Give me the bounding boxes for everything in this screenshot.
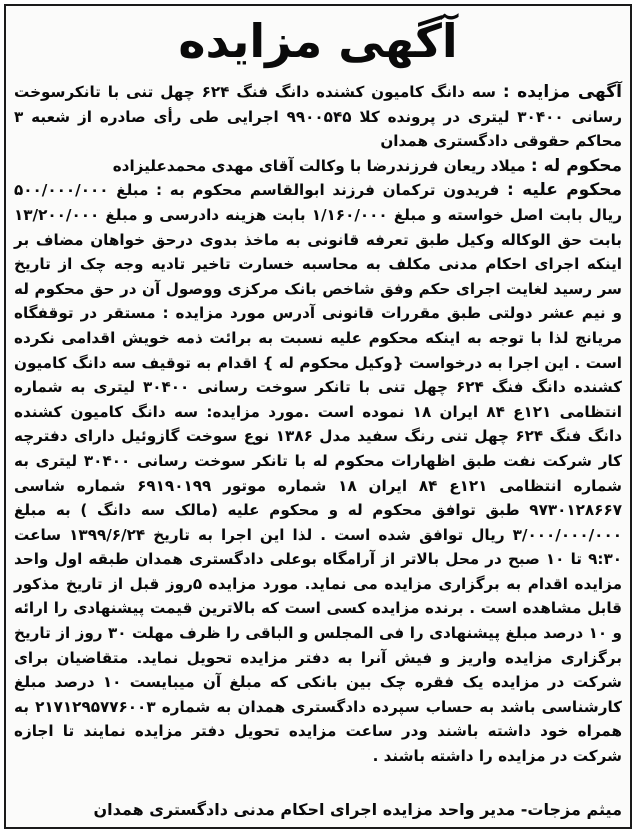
debtor-text: فریدون ترکمان فرزند ابوالقاسم محکوم به : مبلغ ۵۰۰/۰۰۰/۰۰۰ ریال بابت اصل خواسته و مبلغ ۱/۱۶۰/۰۰۰ بابت هزینه دادرسی و مبلغ ۱۳/۲۰۰/۰۰۰ بابت حق الوکاله وکیل طبق تعرفه قانونی به ماخذ بدوی درحق خواهان مضاف بر اینکه اجرای احکام مدنی مکلف به محاسبه خسارت تاخیر تادیه وجه چک از تاریخ سر رسید لغایت اجرای حکم وفق شاخص بانک مرکزی ووصول آن در حق محکوم له و نیم عشر دولتی طبق مقررات قانونی آدرس مورد مزایده : مستقر در توقفگاه مریانج لذا با توجه به اینکه محکوم علیه نسبت به برائت ذمه خویش اقدامی نکرده است . این اجرا به درخواست {وکیل محکوم له } اقدام به توقیف سه دانگ کامیون کشنده دانگ فنگ ۶۲۴ چهل تنی با تانکر سوخت رسانی ۳۰۴۰۰ لیتری به شماره انتظامی ۱۲۱ع ۸۴ ایران ۱۸ نموده است .مورد مزایده: سه دانگ کامیون کشنده دانگ فنگ ۶۲۴ چهل تنی رنگ سفید مدل ۱۳۸۶ نوع سوخت گازوئیل دارای دفترچه کار شرکت نفت طبق اظهارات محکوم له با تانکر سوخت رسانی ۳۰۴۰۰ لیتری به شماره انتظامی ۱۲۱ع ۸۴ ایران ۱۸ شماره موتور ۶۹۱۹۰۱۹۹ شماره شاسی ۹۷۳۰۱۲۸۶۶۷ طبق توافق محکوم له و محکوم علیه (مالک سه دانگ ) به مبلغ ۳/۰۰۰/۰۰۰/۰۰۰ ریال توافق شده است . لذا این اجرا به تاریخ ۱۳۹۹/۶/۲۴ ساعت ۹:۳۰ تا ۱۰ صبح در محل بالاتر از آرامگاه بوعلی دادگستری همدان طبقه اول واحد مزایده اقدام به برگزاری مزایده می نماید. مورد مزایده ۵روز قبل از تاریخ مذکور قابل مشاهده است . برنده مزایده کسی است که بالاترین قیمت پیشنهادی را ارائه و ۱۰ درصد مبلغ پیشنهادی را فی المجلس و الباقی را ظرف مهلت ۳۰ روز از تاریخ برگزاری مزایده واریز و فیش آنرا به دفتر مزایده تحویل نماید. متقاضیان برای شرکت در مزایده یک فقره چک بین بانکی که مبلغ آن میبایست ۱۰ درصد مبلغ کارشناسی باشد به حساب سپرده دادگستری همدان به شماره ۲۱۷۱۲۹۵۷۷۶۰۰۳ به همراه خود داشته باشند ودر ساعت مزایده تحویل دفتر مزایده نمایند تا اجازه شرکت در مزایده را داشته باشند .: [14, 181, 623, 766]
auction-text: سه دانگ کامیون کشنده دانگ فنگ ۶۲۴ چهل تنی با تانکرسوخت رسانی ۳۰۴۰۰ لیتری در پرونده کلا ۹۹۰۰۵۴۵ اجرایی طی رأی صادره از شعبه ۳ محاکم حقوقی دادگستری همدان: [14, 83, 622, 151]
judgment-debtor-paragraph: [14, 178, 622, 768]
notice-body: [14, 80, 622, 769]
auction-subject-paragraph: [14, 80, 622, 154]
debtor-label: محکوم علیه :: [507, 180, 622, 201]
auction-label: آگهی مزایده :: [502, 82, 622, 102]
auction-notice: [4, 4, 632, 829]
notice-title: آگهی مزایده: [178, 14, 458, 68]
notice-signature: میثم مزجات- مدیر واحد مزایده اجرای احکام مدنی دادگستری همدان: [93, 800, 622, 819]
creditor-text: میلاد ریعان فرزندرضا با وکالت آقای مهدی محمدعلیزاده: [112, 156, 531, 175]
creditor-label: محکوم له :: [530, 155, 622, 176]
judgment-creditor-paragraph: [14, 154, 622, 179]
